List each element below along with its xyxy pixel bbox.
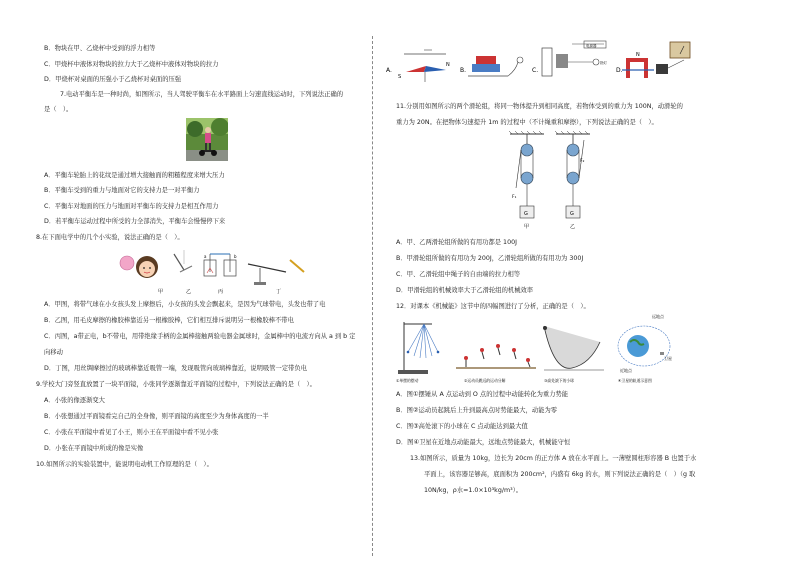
q10-label-d: D. xyxy=(616,67,623,74)
fig-jia-girl-balloon xyxy=(120,256,158,278)
fig-satellite-orbit xyxy=(618,313,672,373)
weight-g-jia: G xyxy=(524,211,528,217)
label-perigee: 近地点 xyxy=(620,368,632,373)
q10-a-s: S xyxy=(398,74,402,80)
q12-option-c: C．图③高处滚下的小球在 C 点动能达到最大值 xyxy=(396,423,528,430)
q9-option-d: D．小张在平面镜中所成的像是实像 xyxy=(44,445,144,452)
q6-option-b: B．物块在甲、乙烧杯中受到的浮力相等 xyxy=(44,45,156,52)
fig-pendulum xyxy=(398,322,439,374)
q11-option-b: B．甲滑轮组所做的有用功为 200J，乙滑轮组所做的有用功为 300J xyxy=(396,255,584,262)
fig-label-jia: 甲 xyxy=(158,289,164,295)
fig-label-ding: 丁 xyxy=(276,289,282,295)
label-apogee: 远地点 xyxy=(652,314,664,319)
q12-figures xyxy=(394,312,696,384)
q7-option-d: D．若平衡车运动过程中所受的力全部消失，平衡车会慢慢停下来 xyxy=(44,218,226,225)
svg-text:b: b xyxy=(234,254,237,259)
fig-c-relay xyxy=(542,41,608,76)
q10-label-b: B. xyxy=(460,67,467,74)
q10-d-n: N xyxy=(636,52,640,58)
label-yi: 乙 xyxy=(570,224,576,230)
q13-stem-cont2: 10N/kg，ρ水=1.0×10³kg/m³）。 xyxy=(424,487,523,494)
column-divider xyxy=(372,36,373,556)
q8-option-b: B．乙图，用毛皮摩擦的橡胶棒靠近另一根橡胶棒，它们相互排斥说明另一根橡胶棒不带电 xyxy=(44,317,294,324)
q11-option-d: D．甲滑轮组的机械效率大于乙滑轮组的机械效率 xyxy=(396,287,534,294)
pulley-jia xyxy=(512,134,534,230)
pulley-yi xyxy=(566,134,585,230)
svg-text:a: a xyxy=(204,254,207,259)
label-jia: 甲 xyxy=(524,224,530,230)
q10-a-n: N xyxy=(446,62,450,68)
q9-option-a: A．小张的像逐渐变大 xyxy=(44,397,105,404)
balance-car-photo xyxy=(186,118,228,161)
q13-stem-cont: 平面上，该容器足够高，底面积为 200cm²，内盛有 6kg 的水，则下列说法正确的是（ ）（g 取 xyxy=(424,471,696,478)
q8-option-a: A．甲图，将带气球在小女孩头发上摩擦后，小女孩的头发会飘起来，是因为气球带电，头发也带了电 xyxy=(44,301,326,308)
caption-2: ②运动员跳远的运动分解 xyxy=(464,378,506,383)
fig-yi-rods xyxy=(174,250,192,272)
fig-label-yi: 乙 xyxy=(186,289,192,295)
q7-stem-cont: 是（ ）。 xyxy=(44,106,73,113)
force-f2: F₂ xyxy=(580,159,585,164)
q10-label-c: C. xyxy=(532,67,539,74)
q11-stem: 11.分别用如图所示的两个滑轮组，将同一物体提升到相同高度，若物体受到的重力为 100N，动滑轮的 xyxy=(396,103,683,110)
force-f1: F₁ xyxy=(512,195,517,200)
q7-option-c: C．平衡车对地面的压力与地面对平衡车的支持力是相互作用力 xyxy=(44,203,219,210)
fig-rolling-ball xyxy=(543,326,604,370)
q9-option-c: C．小张在平面镜中看见了小王，则小王在平面镜中看不见小张 xyxy=(44,429,219,436)
fig-label-bing: 丙 xyxy=(218,289,224,295)
q6-option-c: C．甲烧杯中液体对物块的拉力大于乙烧杯中液体对物块的拉力 xyxy=(44,61,219,68)
q6-option-d: D．甲烧杯对桌面的压强小于乙烧杯对桌面的压强 xyxy=(44,76,182,83)
weight-g-yi: G xyxy=(570,211,574,217)
q7-option-b: B．平衡车受到的重力与地面对它的支持力是一对平衡力 xyxy=(44,187,200,194)
q13-stem: 13.如图所示，质量为 10kg，边长为 20cm 的正方体 A 放在水平面上。一薄壁圆柱形容器 B 也置于水 xyxy=(410,455,697,462)
q10-label-a: A. xyxy=(386,67,392,74)
q8-option-c: C．丙图，a带正电，b不带电，用带绝缘手柄的金属棒接触两验电器金属球时，金属棒中的电流方向从 a 到 b 定 xyxy=(44,333,356,340)
label-satellite: 卫星 xyxy=(664,356,672,361)
q12-option-b: B．图②运动员起跳后上升到最高点时势能最大，动能为零 xyxy=(396,407,558,414)
q8-option-d: D．丁图，用丝绸摩擦过的玻璃棒靠近吸管一端，发现吸管向玻璃棒靠近，说明吸管一定带负电 xyxy=(44,365,308,372)
q10-figures xyxy=(384,40,764,86)
q9-stem: 9.学校大门旁竖直放置了一块平面镜，小张同学逐渐靠近平面镜的过程中，下列说法正确的是（ ）。 xyxy=(36,381,316,388)
q12-option-d: D．图④卫星在近地点动能最大，远地点势能最大，机械能守恒 xyxy=(396,439,571,446)
q7-option-a: A．平衡车轮胎上的花纹是通过增大接触面的粗糙程度来增大压力 xyxy=(44,172,225,179)
q11-option-c: C．甲、乙滑轮组中绳子的自由端的拉力相等 xyxy=(396,271,521,278)
q11-option-a: A．甲、乙两滑轮组所做的有用功都是 100J xyxy=(396,239,517,246)
fig-ding-straw xyxy=(248,260,304,285)
caption-1: ①单摆的摆动 xyxy=(396,378,419,383)
fig-long-jump xyxy=(456,344,536,368)
q11-pulley-figures xyxy=(508,130,592,232)
q8-figures xyxy=(118,246,308,296)
q10-stem: 10.如图所示的实验装置中，能说明电动机工作原理的是（ ）。 xyxy=(36,461,213,468)
q9-option-b: B．小张想通过平面镜看完自己的全身像，则平面镜的高度至少为身体高度的一半 xyxy=(44,413,269,420)
q8-stem: 8.在下面电学中的几个小实验，说法正确的是（ ）。 xyxy=(36,234,184,241)
fig-b-coil xyxy=(468,56,523,76)
q8-option-c-cont: 向移动 xyxy=(44,349,63,356)
caption-3: ③高处滚下的小球 xyxy=(544,378,574,383)
caption-4: ④卫星的轨道示意图 xyxy=(618,378,652,383)
q10-c-device: 电源器 xyxy=(586,44,597,48)
fig-bing-electroscopes xyxy=(204,254,237,276)
q12-stem: 12．对课本《机械能》这节中的四幅图进行了分析，正确的是（ ）。 xyxy=(396,303,590,310)
q7-stem: 7.电动平衡车是一种时尚，如图所示，当人驾驶平衡车在水平路面上匀速直线运动时，下列说法正确的 xyxy=(60,91,344,98)
q10-c-lamp: 指灯 xyxy=(600,61,607,65)
fig-d-magnet xyxy=(622,42,690,78)
fig-a-compass xyxy=(398,50,450,82)
q11-stem-cont: 重力为 20N。在把物体匀速提升 1m 的过程中（不计绳重和摩擦），下列说法正确的是（ ）。 xyxy=(396,119,658,126)
q12-option-a: A．图①摆锤从 A 点运动到 O 点的过程中动能转化为重力势能 xyxy=(396,391,569,398)
